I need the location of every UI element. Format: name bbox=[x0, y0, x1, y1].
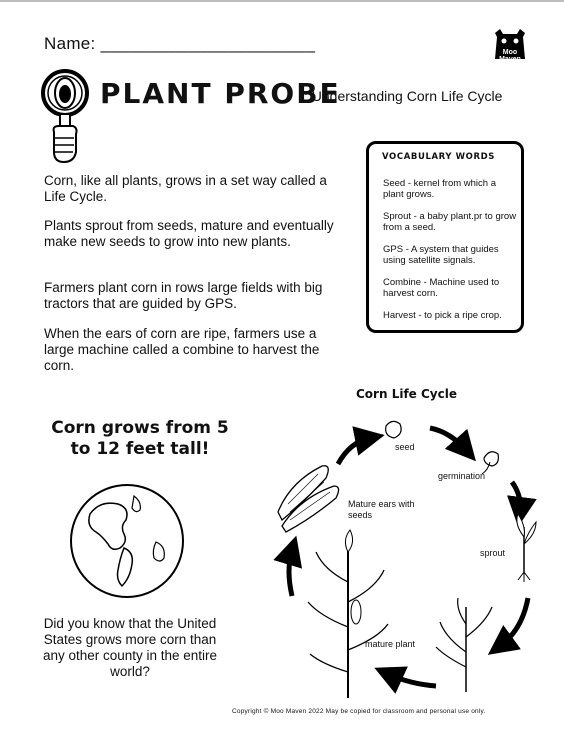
intro-paragraph-4: When the ears of corn are ripe, farmers use a large machine called a combine to harvest the corn. bbox=[44, 326, 320, 373]
vocab-item-seed: Seed - kernel from which a plant grows. bbox=[383, 178, 496, 200]
corn-ears-icon bbox=[278, 466, 339, 532]
globe-icon bbox=[68, 482, 186, 600]
stage-label-sprout: sprout bbox=[480, 548, 506, 558]
arrow-icon bbox=[512, 482, 520, 512]
stage-label-mature-ears: Mature ears with seeds bbox=[348, 499, 415, 520]
name-field-label: Name: ______________________ bbox=[44, 34, 316, 53]
did-you-know-text: Did you know that the United States grows more corn than any other county in the entire world? bbox=[42, 616, 218, 679]
vocab-item-sprout: Sprout - a baby plant.pr to grow from a seed. bbox=[383, 211, 517, 233]
cycle-title: Corn Life Cycle bbox=[356, 387, 457, 401]
germinating-seed-icon bbox=[484, 452, 498, 466]
magnifying-glass-eye-icon bbox=[40, 68, 90, 166]
seed-icon bbox=[386, 421, 401, 438]
vocabulary-box bbox=[366, 141, 524, 333]
young-corn-plant-icon bbox=[436, 598, 492, 692]
stage-label-mature-plant: mature plant bbox=[365, 639, 416, 649]
vocabulary-title: VOCABULARY WORDS bbox=[382, 152, 495, 162]
page-title: PLANT PROBE bbox=[100, 77, 341, 110]
page-subtitle: : Understanding Corn Life Cycle bbox=[304, 88, 503, 104]
sprout-icon bbox=[517, 514, 536, 582]
corn-height-fact: Corn grows from 5 to 12 feet tall! bbox=[51, 418, 229, 459]
vocab-item-harvest: Harvest - to pick a ripe crop. bbox=[383, 310, 502, 321]
intro-paragraph-3: Farmers plant corn in rows large fields with big tractors that are guided by GPS. bbox=[44, 280, 323, 311]
arrow-icon bbox=[500, 598, 528, 646]
mature-corn-plant-icon bbox=[308, 530, 388, 698]
vocab-item-combine: Combine - Machine used to harvest corn. bbox=[383, 277, 500, 299]
arrow-icon bbox=[289, 550, 292, 596]
intro-paragraph-2: Plants sprout from seeds, mature and eventually make new seeds to grow into new plants. bbox=[44, 218, 334, 249]
stage-label-germination: germination bbox=[438, 471, 486, 481]
arrow-icon bbox=[388, 674, 436, 686]
stage-label-seed: seed bbox=[395, 442, 415, 452]
arrow-icon bbox=[430, 428, 466, 450]
copyright-footer: Copyright © Moo Maven 2022 May be copied for classroom and personal use only. bbox=[232, 708, 486, 715]
intro-paragraph-1: Corn, like all plants, grows in a set way called a Life Cycle. bbox=[44, 173, 327, 204]
vocab-item-gps: GPS - A system that guides using satellite signals. bbox=[383, 244, 499, 266]
arrow-icon bbox=[338, 438, 370, 464]
logo-text: Moo Maven bbox=[499, 49, 521, 63]
